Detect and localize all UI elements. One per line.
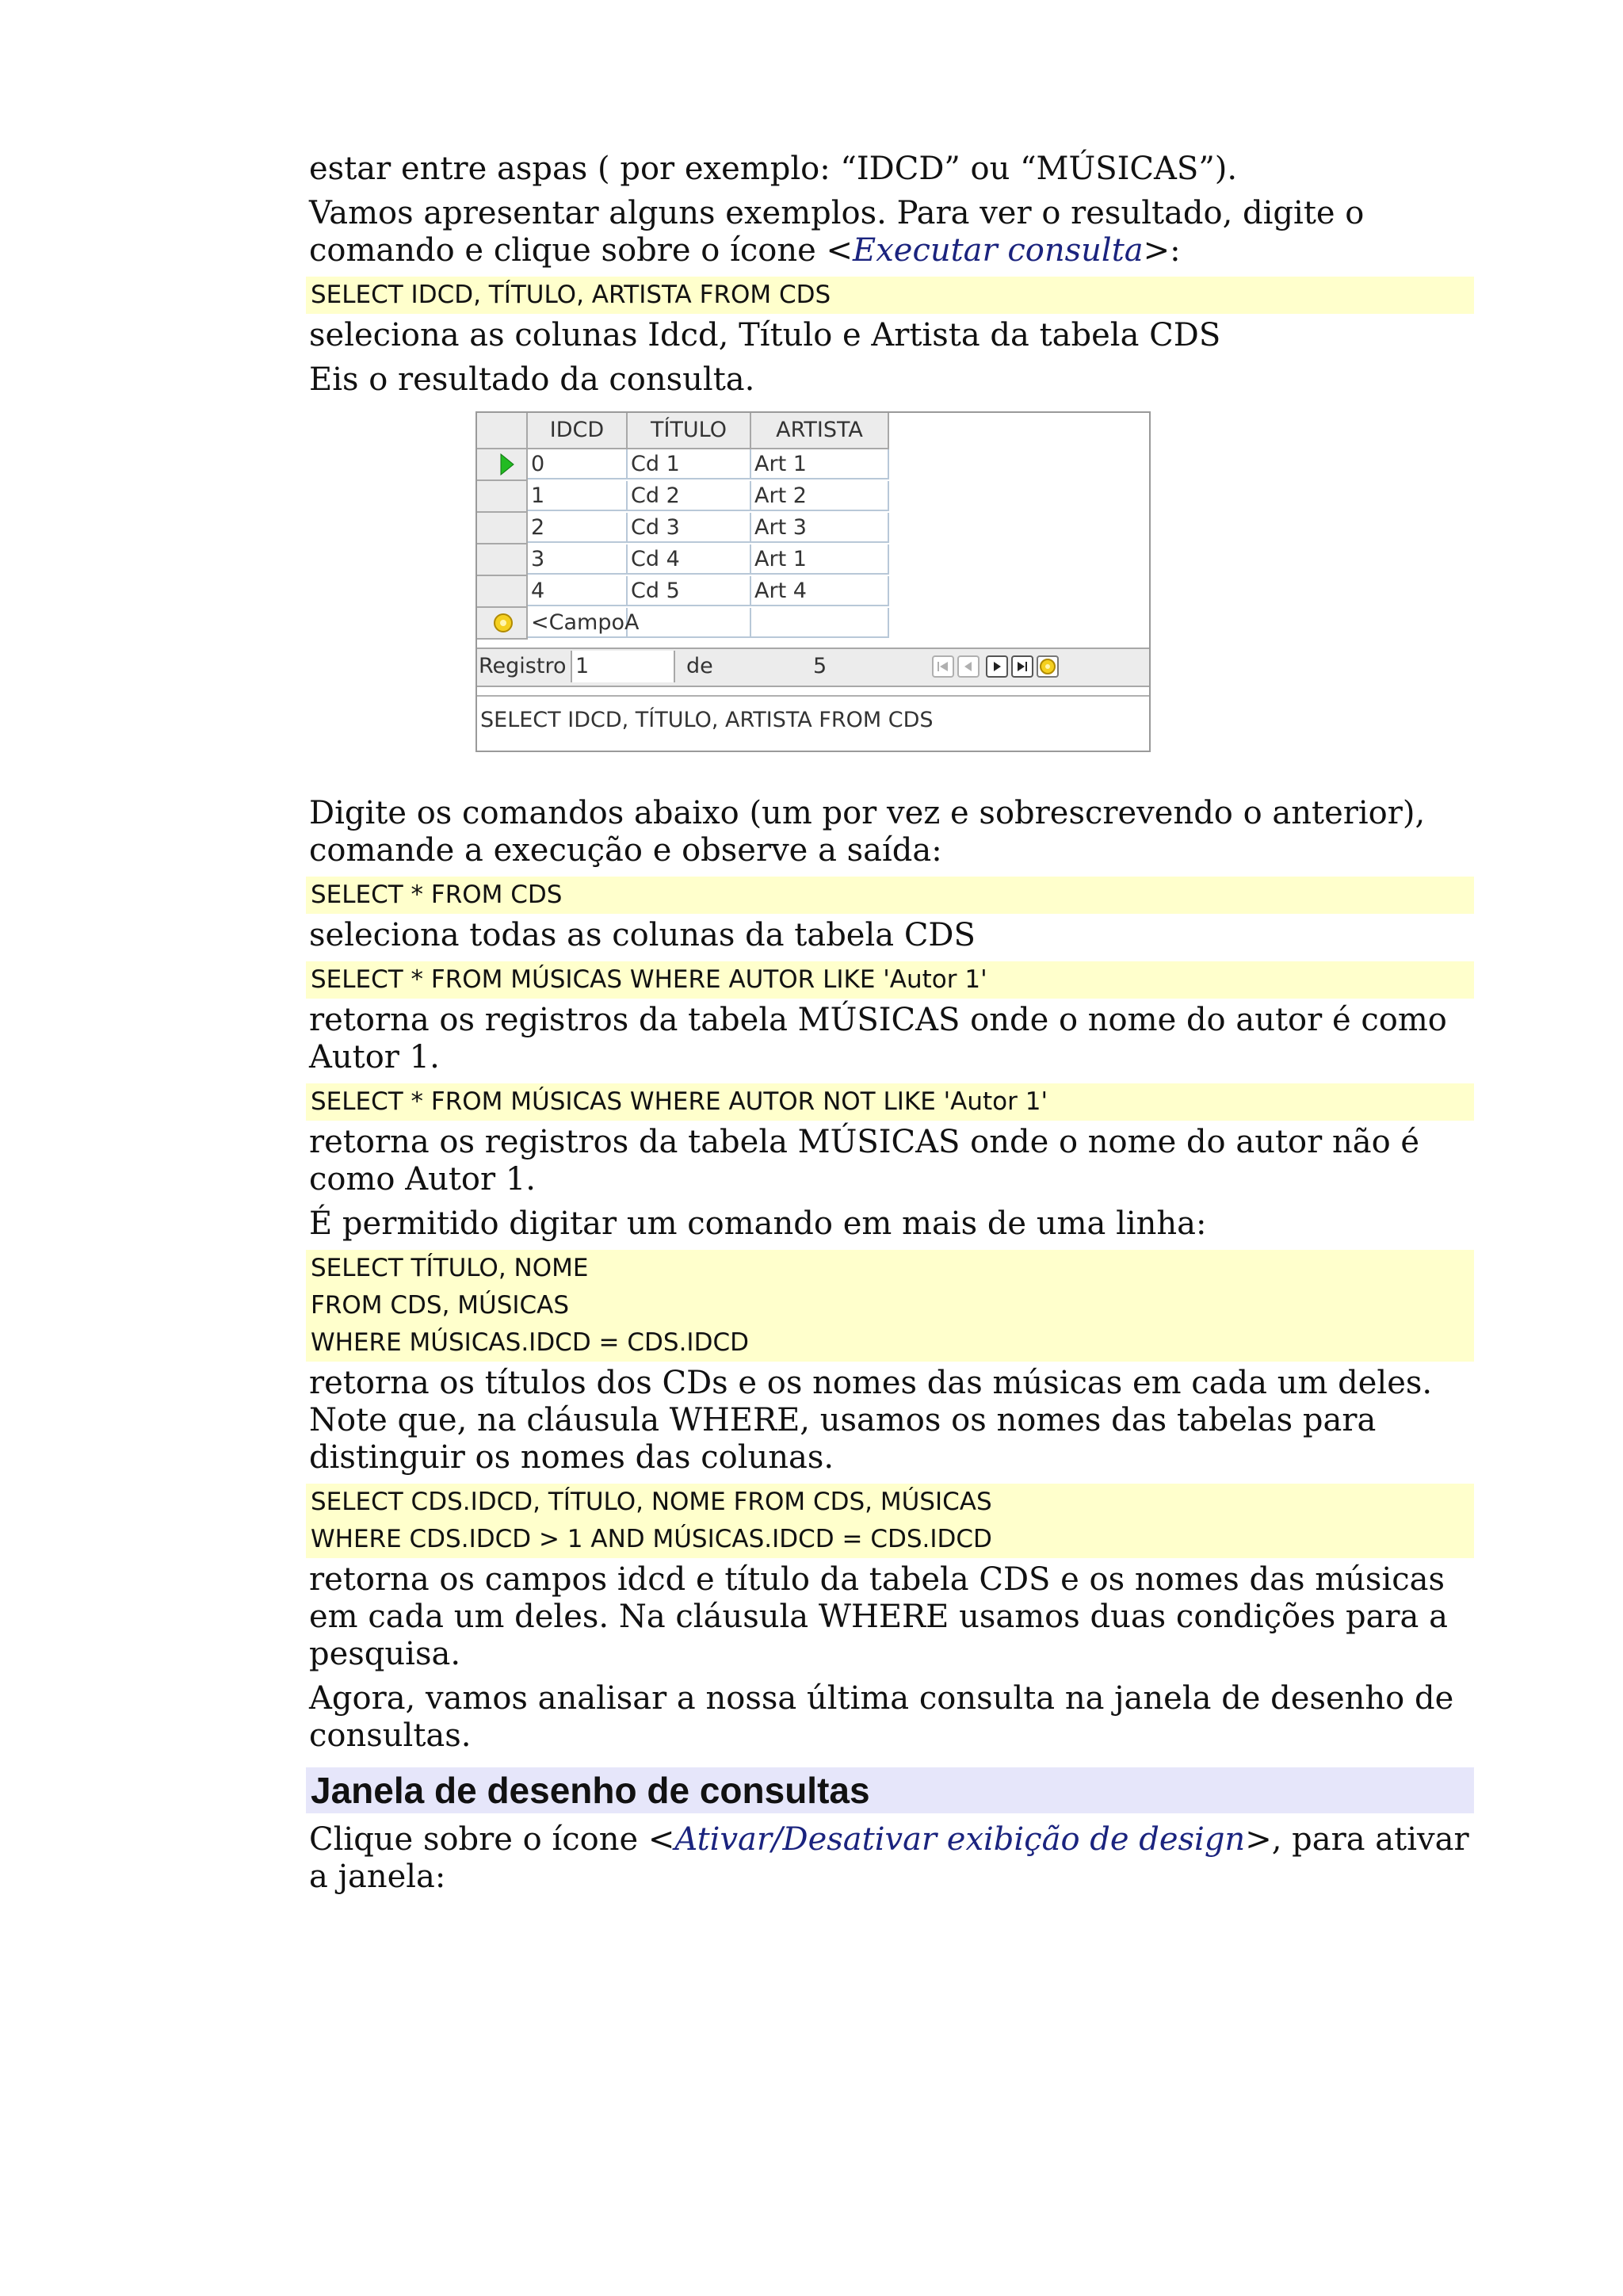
table-cell[interactable]: Art 4 xyxy=(751,576,889,606)
next-record-icon xyxy=(987,657,1006,676)
new-row-cell[interactable]: <CampoA xyxy=(528,608,628,638)
of-label: de xyxy=(686,654,713,678)
column-header[interactable]: ARTISTA xyxy=(751,413,889,449)
text: >, para ativar a janela: xyxy=(309,1821,1469,1895)
paragraph: retorna os títulos dos CDs e os nomes das músicas em cada um deles. Note que, na cláusula WHERE, usamos os nomes das tabelas para distinguir os nomes das colunas. xyxy=(309,1365,1433,1476)
table-cell[interactable]: Art 2 xyxy=(751,481,889,511)
sql-command-input[interactable]: SELECT IDCD, TÍTULO, ARTISTA FROM CDS xyxy=(477,695,1149,749)
column-header[interactable]: IDCD xyxy=(528,413,628,449)
paragraph: retorna os registros da tabela MÚSICAS onde o nome do autor é como Autor 1. xyxy=(309,1002,1447,1075)
paragraph: Digite os comandos abaixo (um por vez e sobrescrevendo o anterior), comande a execução e observe a saída: xyxy=(309,795,1426,869)
section-heading: Janela de desenho de consultas xyxy=(306,1767,1474,1813)
code-line: SELECT * FROM CDS xyxy=(311,881,563,909)
table-cell[interactable]: 3 xyxy=(528,544,628,575)
code-line: WHERE MÚSICAS.IDCD = CDS.IDCD xyxy=(311,1328,749,1357)
code-line: SELECT CDS.IDCD, TÍTULO, NOME FROM CDS, MÚSICAS xyxy=(311,1488,992,1516)
new-row-cell[interactable] xyxy=(628,608,751,638)
table-cell[interactable]: Cd 3 xyxy=(628,513,751,543)
code-block xyxy=(306,961,1474,999)
new-record-button[interactable] xyxy=(1037,655,1059,678)
record-navigation-bar xyxy=(477,648,1149,687)
text: Clique sobre o ícone < xyxy=(309,1821,675,1858)
row-selector[interactable] xyxy=(477,576,528,608)
table-cell[interactable]: Cd 1 xyxy=(628,449,751,479)
table-cell[interactable]: Art 1 xyxy=(751,544,889,575)
previous-record-icon xyxy=(959,657,978,676)
new-record-icon xyxy=(1038,657,1057,676)
text: >: xyxy=(1143,232,1181,269)
row-pointer-icon xyxy=(498,453,517,476)
code-block xyxy=(306,1484,1474,1558)
paragraph: retorna os campos idcd e título da tabela CDS e os nomes das músicas em cada um deles. Na cláusula WHERE usamos duas condições para a pesquisa. xyxy=(309,1561,1448,1672)
record-label: Registro xyxy=(479,654,567,678)
code-block xyxy=(306,1250,1474,1362)
paragraph: seleciona as colunas Idcd, Título e Artista da tabela CDS xyxy=(309,317,1221,353)
row-selector[interactable] xyxy=(477,449,528,481)
table-cell[interactable]: 2 xyxy=(528,513,628,543)
table-cell[interactable]: Art 1 xyxy=(751,449,889,479)
paragraph xyxy=(309,195,1474,269)
paragraph: É permitido digitar um comando em mais de uma linha: xyxy=(309,1205,1207,1242)
paragraph: Eis o resultado da consulta. xyxy=(309,361,755,398)
paragraph: seleciona todas as colunas da tabela CDS xyxy=(309,917,976,953)
text: Vamos apresentar alguns exemplos. Para ver o resultado, digite o comando e clique sobre o ícone < xyxy=(309,195,1365,269)
table-cell[interactable]: Cd 5 xyxy=(628,576,751,606)
code-line: SELECT TÍTULO, NOME xyxy=(311,1254,589,1282)
table-cell[interactable]: Cd 4 xyxy=(628,544,751,575)
design-toggle-link: Ativar/Desativar exibição de design xyxy=(674,1821,1246,1858)
table-cell[interactable]: 4 xyxy=(528,576,628,606)
corner-header xyxy=(477,413,528,449)
paragraph: Agora, vamos analisar a nossa última consulta na janela de desenho de consultas. xyxy=(309,1680,1454,1754)
code-line: FROM CDS, MÚSICAS xyxy=(311,1291,570,1320)
column-header[interactable]: TÍTULO xyxy=(628,413,751,449)
first-record-icon xyxy=(934,657,953,676)
code-block xyxy=(306,1083,1474,1121)
previous-record-button[interactable] xyxy=(957,655,980,678)
result-grid xyxy=(477,413,1149,647)
table-cell[interactable]: 1 xyxy=(528,481,628,511)
record-number-input[interactable]: 1 xyxy=(571,651,675,682)
paragraph: estar entre aspas ( por exemplo: “IDCD” ou “MÚSICAS”). xyxy=(309,151,1238,187)
code-line: SELECT * FROM MÚSICAS WHERE AUTOR LIKE 'Autor 1' xyxy=(311,965,987,994)
query-result-screenshot xyxy=(475,411,1151,752)
table-cell[interactable]: Cd 2 xyxy=(628,481,751,511)
code-line: SELECT IDCD, TÍTULO, ARTISTA FROM CDS xyxy=(311,281,831,309)
last-record-icon xyxy=(1013,657,1032,676)
next-record-button[interactable] xyxy=(986,655,1008,678)
last-record-button[interactable] xyxy=(1011,655,1033,678)
paragraph xyxy=(309,1821,1474,1896)
new-record-icon xyxy=(491,611,515,635)
row-selector[interactable] xyxy=(477,481,528,513)
first-record-button[interactable] xyxy=(932,655,954,678)
code-line: WHERE CDS.IDCD > 1 AND MÚSICAS.IDCD = CDS.IDCD xyxy=(311,1525,992,1553)
table-cell[interactable]: 0 xyxy=(528,449,628,479)
document-body xyxy=(306,151,1474,1903)
code-block xyxy=(306,877,1474,914)
record-total: 5 xyxy=(813,654,827,678)
new-row-selector[interactable] xyxy=(477,608,528,640)
row-selector[interactable] xyxy=(477,544,528,576)
new-row-cell[interactable] xyxy=(751,608,889,638)
code-line: SELECT * FROM MÚSICAS WHERE AUTOR NOT LIKE 'Autor 1' xyxy=(311,1087,1048,1116)
paragraph: retorna os registros da tabela MÚSICAS onde o nome do autor não é como Autor 1. xyxy=(309,1124,1420,1198)
code-block xyxy=(306,277,1474,314)
table-cell[interactable]: Art 3 xyxy=(751,513,889,543)
row-selector[interactable] xyxy=(477,513,528,544)
executar-consulta-link: Executar consulta xyxy=(853,232,1144,269)
